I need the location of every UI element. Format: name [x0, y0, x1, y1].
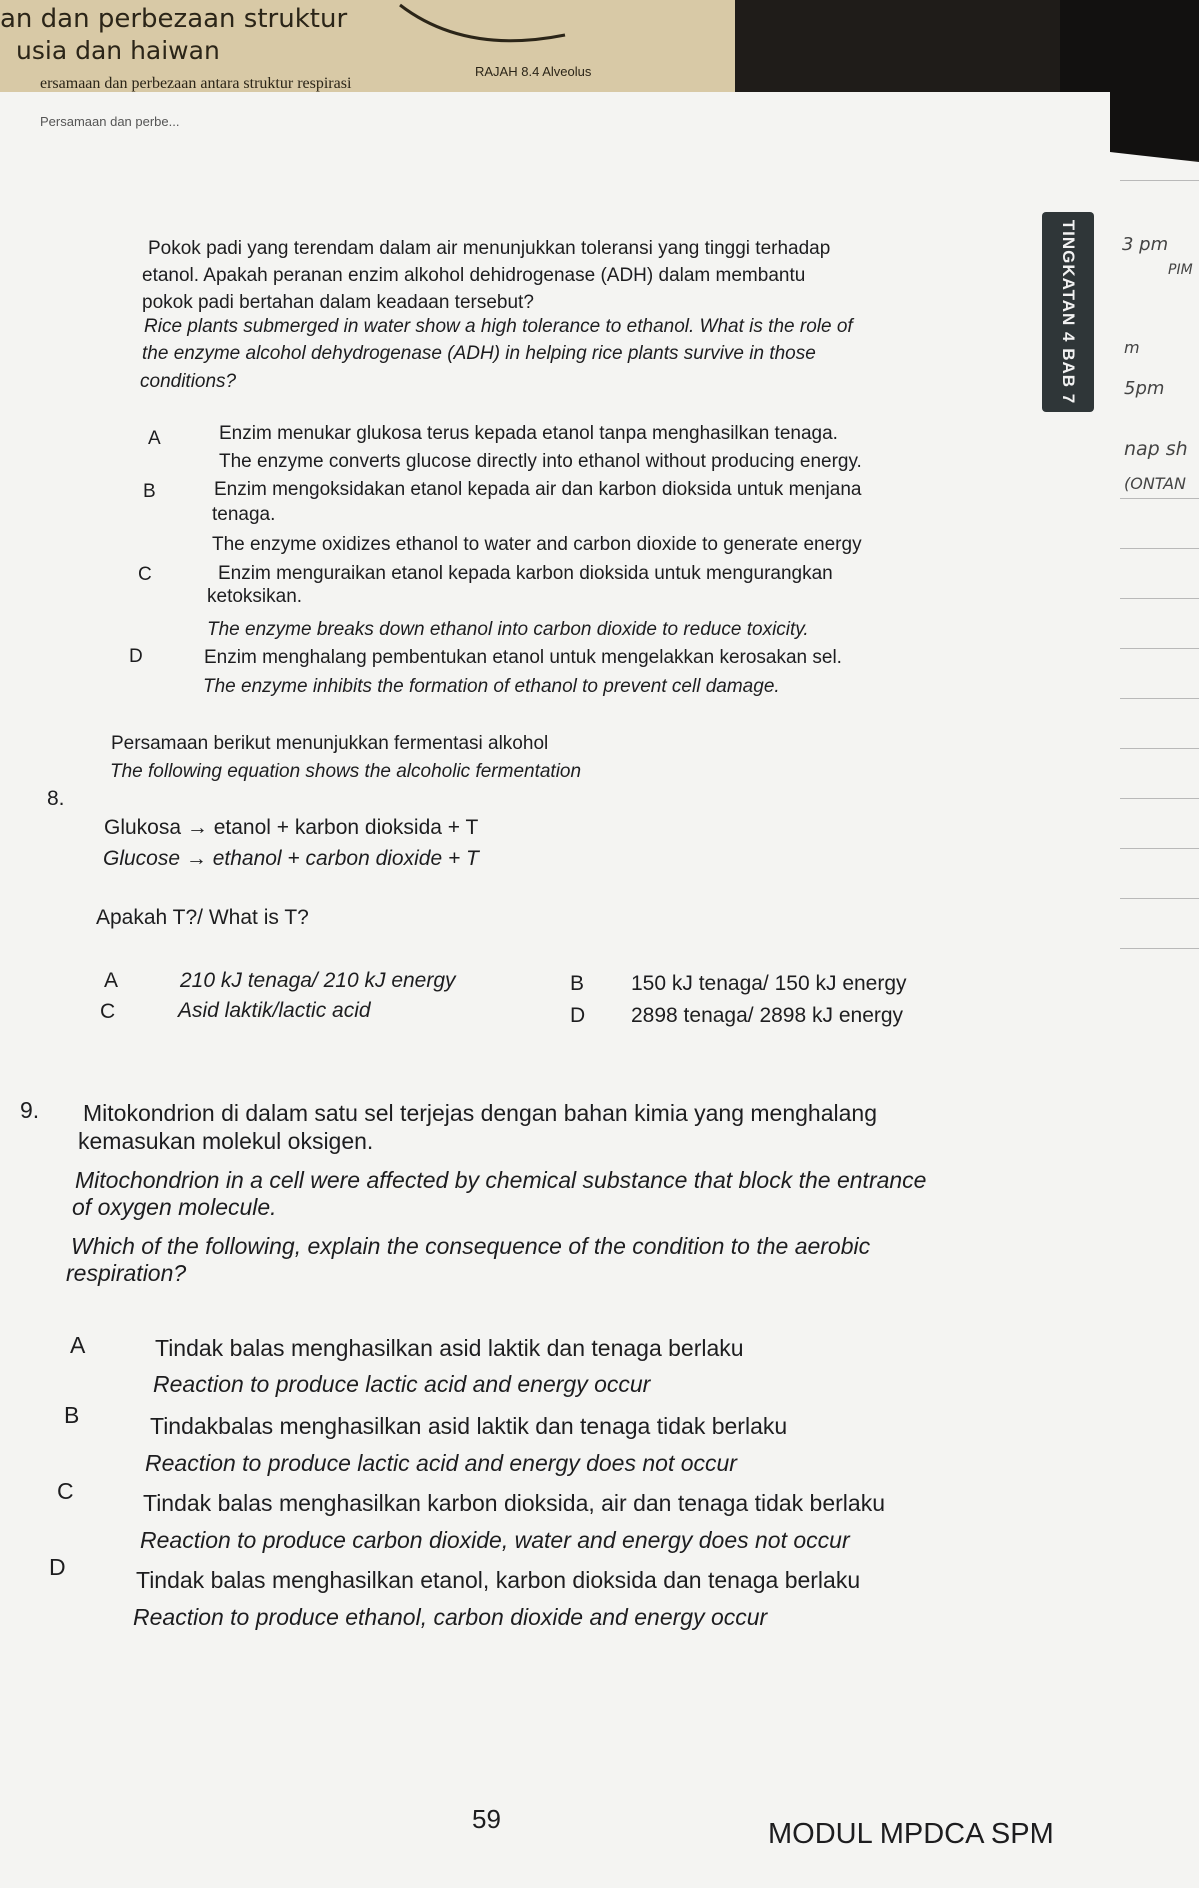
- q9-option-b-en: Reaction to produce lactic acid and energy does not occur: [145, 1450, 737, 1476]
- q7-option-c-ms: ketoksikan.: [207, 586, 303, 607]
- ruled-line: [1120, 698, 1199, 699]
- ruled-line: [1120, 648, 1199, 649]
- q8-intro-ms: Persamaan berikut menunjukkan fermentasi alkohol: [111, 733, 549, 754]
- ruled-line: [1120, 598, 1199, 599]
- module-title: MODUL MPDCA SPM: [768, 1818, 1054, 1850]
- q9-stem-ms-line: kemasukan molekul oksigen.: [78, 1128, 374, 1154]
- q9-stem-en-line: respiration?: [66, 1260, 187, 1286]
- q9-stem-en-line: of oxygen molecule.: [72, 1194, 277, 1220]
- q9-option-letter: D: [49, 1554, 66, 1580]
- chapter-tab: [1042, 212, 1094, 412]
- q7-option-b-ms: Enzim mengoksidakan etanol kepada air dan karbon dioksida untuk menjana: [214, 479, 862, 500]
- q7-stem-ms-line: pokok padi bertahan dalam keadaan tersebut?: [142, 292, 534, 313]
- handwritten-note: 5pm: [1124, 378, 1165, 399]
- q8-option-a: 210 kJ tenaga/ 210 kJ energy: [180, 969, 456, 992]
- q8-option-d: 2898 tenaga/ 2898 kJ energy: [631, 1004, 904, 1027]
- ruled-line: [1120, 548, 1199, 549]
- q7-option-b-en: The enzyme oxidizes ethanol to water and carbon dioxide to generate energy: [212, 534, 862, 555]
- q7-stem-en-line: the enzyme alcohol dehydrogenase (ADH) in helping rice plants survive in those: [142, 343, 816, 364]
- handwritten-note: (ONTAN: [1124, 474, 1187, 493]
- page-number: 59: [472, 1804, 501, 1834]
- q8-option-letter: C: [100, 1000, 116, 1023]
- q9-stem-en-line: Which of the following, explain the consequence of the condition to the aerobic: [71, 1233, 871, 1259]
- q7-option-d-ms: Enzim menghalang pembentukan etanol untuk mengelakkan kerosakan sel.: [204, 647, 842, 668]
- underlying-subtitle: usia dan haiwan: [16, 36, 220, 65]
- q9-option-d-ms: Tindak balas menghasilkan etanol, karbon dioksida dan tenaga berlaku: [136, 1567, 861, 1593]
- q9-number: 9.: [20, 1097, 40, 1123]
- alveolus-drawing: [395, 0, 635, 60]
- q9-option-letter: A: [70, 1332, 86, 1358]
- q8-option-letter: B: [570, 972, 585, 995]
- q8-equation-ms: Glukosa → etanol + karbon dioksida + T: [104, 816, 479, 839]
- q9-option-letter: C: [57, 1478, 74, 1504]
- q7-stem-en-line: Rice plants submerged in water show a high tolerance to ethanol. What is the role of: [144, 316, 853, 337]
- underlying-caption: ersamaan dan perbezaan antara struktur respirasi: [40, 75, 352, 92]
- chapter-tab-label: TINGKATAN 4 BAB 7: [1059, 219, 1078, 405]
- q7-option-letter: D: [129, 646, 143, 667]
- q8-option-b: 150 kJ tenaga/ 150 kJ energy: [631, 972, 907, 995]
- q8-option-letter: D: [570, 1004, 586, 1027]
- ruled-line: [1120, 748, 1199, 749]
- q9-option-c-en: Reaction to produce carbon dioxide, water and energy does not occur: [140, 1527, 850, 1553]
- q7-option-a-ms: Enzim menukar glukosa terus kepada etanol tanpa menghasilkan tenaga.: [219, 423, 838, 444]
- page-header-text: Persamaan dan perbe...: [40, 114, 180, 129]
- q7-stem-ms-line: etanol. Apakah peranan enzim alkohol dehidrogenase (ADH) dalam membantu: [142, 265, 806, 286]
- q7-option-c-en: The enzyme breaks down ethanol into carbon dioxide to reduce toxicity.: [207, 619, 809, 640]
- ruled-line: [1120, 498, 1199, 499]
- q8-question: Apakah T?/ What is T?: [96, 906, 309, 929]
- ruled-line: [1120, 848, 1199, 849]
- q8-option-c: Asid laktik/lactic acid: [178, 999, 371, 1022]
- handwritten-note: PIM: [1168, 262, 1193, 278]
- q7-stem-ms-line: Pokok padi yang terendam dalam air menunjukkan toleransi yang tinggi terhadap: [148, 238, 831, 259]
- q9-stem-en-line: Mitochondrion in a cell were affected by chemical substance that block the entrance: [75, 1167, 927, 1193]
- q9-option-b-ms: Tindakbalas menghasilkan asid laktik dan tenaga tidak berlaku: [150, 1413, 788, 1439]
- q8-intro-en: The following equation shows the alcoholic fermentation: [110, 761, 582, 782]
- q7-stem-en-line: conditions?: [140, 371, 237, 392]
- underlying-title: an dan perbezaan struktur: [0, 4, 348, 34]
- underlying-figure-label: RAJAH 8.4 Alveolus: [475, 64, 592, 79]
- ruled-line: [1120, 948, 1199, 949]
- q9-option-a-ms: Tindak balas menghasilkan asid laktik dan tenaga berlaku: [155, 1335, 744, 1361]
- q9-option-a-en: Reaction to produce lactic acid and energy occur: [153, 1371, 651, 1397]
- q9-stem-ms-line: Mitokondrion di dalam satu sel terjejas dengan bahan kimia yang menghalang: [83, 1100, 877, 1126]
- handwritten-note: 3 pm: [1122, 234, 1169, 255]
- q7-option-a-en: The enzyme converts glucose directly into ethanol without producing energy.: [219, 451, 862, 472]
- page-header: [0, 110, 380, 140]
- q9-option-c-ms: Tindak balas menghasilkan karbon dioksida, air dan tenaga tidak berlaku: [143, 1490, 885, 1516]
- q7-option-letter: B: [143, 481, 156, 502]
- ruled-line: [1120, 180, 1199, 181]
- q7-option-c-ms: Enzim menguraikan etanol kepada karbon dioksida untuk mengurangkan: [218, 563, 833, 584]
- q9-option-letter: B: [64, 1402, 80, 1428]
- q7-option-b-ms: tenaga.: [212, 504, 276, 525]
- q8-equation-en: Glucose → ethanol + carbon dioxide + T: [103, 847, 479, 870]
- handwritten-note: m: [1124, 338, 1140, 357]
- q8-option-letter: A: [104, 969, 119, 992]
- handwritten-note: nap sh: [1124, 438, 1188, 460]
- q9-option-d-en: Reaction to produce ethanol, carbon dioxide and energy occur: [133, 1604, 768, 1630]
- q8-number: 8.: [47, 787, 65, 810]
- ruled-line: [1120, 898, 1199, 899]
- q7-option-letter: A: [148, 428, 161, 449]
- q7-option-letter: C: [138, 564, 152, 585]
- q7-option-d-en: The enzyme inhibits the formation of ethanol to prevent cell damage.: [203, 676, 780, 697]
- ruled-line: [1120, 798, 1199, 799]
